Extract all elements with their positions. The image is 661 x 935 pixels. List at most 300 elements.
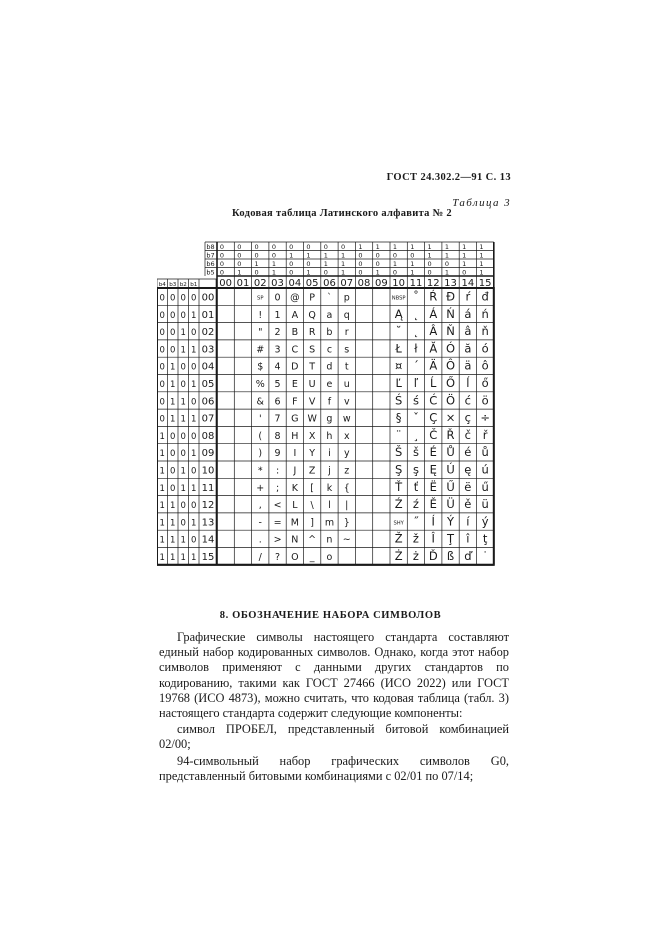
column-bit-value: 1 bbox=[358, 243, 363, 251]
character-cell: ˙ bbox=[482, 548, 489, 563]
character-cell: Ä bbox=[429, 358, 438, 373]
character-cell: | bbox=[345, 500, 349, 512]
column-number-label: 15 bbox=[478, 278, 492, 289]
character-cell: Ą bbox=[394, 306, 403, 321]
character-cell: O bbox=[291, 551, 299, 563]
character-cell: 8 bbox=[274, 430, 281, 442]
row-bit-value: 0 bbox=[180, 449, 186, 460]
column-bit-value: 0 bbox=[289, 268, 294, 277]
character-cell: ĺ bbox=[466, 375, 470, 390]
character-cell: ˝ bbox=[413, 514, 419, 529]
column-bit-value: 0 bbox=[375, 251, 380, 260]
character-cell: ţ bbox=[482, 531, 488, 546]
row-bit-value: 0 bbox=[170, 466, 176, 477]
column-number-label: 03 bbox=[271, 278, 284, 289]
section-title: 8. ОБОЗНАЧЕНИЕ НАБОРА СИМВОЛОВ bbox=[219, 610, 442, 621]
character-cell: Ć bbox=[429, 393, 438, 408]
row-bit-value: 0 bbox=[159, 397, 165, 408]
character-cell: } bbox=[343, 517, 350, 529]
character-cell: G bbox=[291, 413, 299, 425]
character-cell: % bbox=[255, 378, 265, 390]
row-number-label: 07 bbox=[201, 413, 215, 425]
row-bit-value: 1 bbox=[159, 518, 165, 529]
row-bit-value: 1 bbox=[191, 310, 197, 321]
character-cell: Ś bbox=[394, 393, 403, 408]
row-bit-value: 0 bbox=[191, 293, 197, 304]
row-number-label: 12 bbox=[201, 500, 215, 512]
paragraph-space: символ ПРОБЕЛ, представленный битовой комбинацией 02/00; bbox=[159, 722, 509, 752]
row-bit-value: 0 bbox=[170, 310, 176, 321]
character-cell: # bbox=[256, 344, 265, 356]
row-bit-value: 1 bbox=[180, 552, 186, 563]
character-cell: ; bbox=[275, 482, 280, 494]
row-bit-value: 1 bbox=[159, 431, 165, 442]
column-bit-value: 1 bbox=[341, 251, 346, 260]
row-bit-label: b1 bbox=[190, 282, 198, 288]
paragraph-g0: 94-символьный набор графических символов G0, представленный битовыми комбинациями с 02/01 по 07/14; bbox=[159, 753, 509, 783]
row-number-label: 10 bbox=[201, 465, 215, 477]
character-cell: ď bbox=[464, 548, 472, 563]
row-bit-value: 0 bbox=[159, 345, 165, 356]
character-cell: ô bbox=[481, 358, 489, 373]
character-cell: J bbox=[293, 465, 297, 477]
column-bit-value: 1 bbox=[271, 260, 276, 268]
character-cell: P bbox=[309, 292, 316, 304]
character-cell: ¨ bbox=[395, 427, 402, 442]
row-bit-value: 0 bbox=[191, 362, 197, 373]
column-number-label: 00 bbox=[219, 278, 233, 289]
row-bit-label: b2 bbox=[179, 282, 187, 288]
column-bit-value: 0 bbox=[254, 268, 259, 277]
character-cell: m bbox=[324, 517, 335, 529]
character-cell: 5 bbox=[274, 378, 281, 390]
column-bit-value: 0 bbox=[392, 268, 398, 277]
row-bit-value: 1 bbox=[159, 552, 165, 563]
row-bit-value: 0 bbox=[170, 293, 176, 304]
character-cell: 9 bbox=[274, 448, 281, 460]
row-bit-value: 0 bbox=[191, 397, 197, 408]
column-bit-value: 0 bbox=[427, 268, 432, 277]
column-bit-value: 1 bbox=[254, 260, 259, 268]
character-cell: g bbox=[326, 413, 333, 425]
character-cell: . bbox=[258, 534, 262, 546]
character-cell: ÷ bbox=[480, 410, 490, 425]
character-cell: L bbox=[292, 500, 298, 512]
character-cell: e bbox=[326, 378, 333, 390]
character-cell: ~ bbox=[342, 534, 351, 546]
column-bit-value: 1 bbox=[479, 243, 484, 251]
character-cell: Z bbox=[308, 465, 316, 477]
character-cell: ľ bbox=[413, 375, 419, 390]
row-bit-value: 0 bbox=[191, 501, 197, 512]
character-cell: ę bbox=[464, 462, 472, 477]
column-bit-value: 1 bbox=[237, 268, 242, 277]
character-cell: Î bbox=[431, 531, 435, 546]
character-cell: Ţ bbox=[447, 531, 455, 546]
row-bit-value: 0 bbox=[191, 328, 197, 339]
row-bit-value: 0 bbox=[170, 449, 176, 460]
character-cell: x bbox=[343, 430, 350, 442]
table-number-label: Таблица 3 bbox=[452, 197, 511, 209]
character-cell: v bbox=[343, 396, 350, 408]
character-cell: ^ bbox=[308, 534, 317, 546]
character-cell: ü bbox=[481, 497, 489, 512]
row-bit-value: 1 bbox=[170, 501, 176, 512]
character-cell: ű bbox=[481, 479, 489, 494]
character-cell: B bbox=[291, 327, 299, 339]
character-cell: r bbox=[344, 327, 349, 339]
character-cell: 4 bbox=[274, 361, 281, 373]
character-cell: C bbox=[291, 344, 299, 356]
column-bit-value: 1 bbox=[306, 268, 311, 277]
character-cell: Ű bbox=[446, 479, 455, 494]
row-bit-value: 0 bbox=[159, 310, 165, 321]
character-cell: H bbox=[291, 430, 299, 442]
character-cell: SHY bbox=[393, 520, 404, 527]
row-bit-label: b4 bbox=[158, 282, 166, 288]
character-cell: ń bbox=[481, 306, 489, 321]
column-number-label: 05 bbox=[305, 278, 319, 289]
column-number-label: 02 bbox=[253, 278, 267, 289]
character-cell: A bbox=[291, 309, 299, 321]
column-bit-value: 1 bbox=[323, 260, 328, 268]
row-bit-value: 0 bbox=[170, 345, 176, 356]
column-number-label: 10 bbox=[392, 278, 406, 289]
character-cell: I bbox=[293, 448, 297, 460]
character-cell: W bbox=[307, 413, 317, 425]
character-cell: a bbox=[326, 309, 333, 321]
row-bit-value: 0 bbox=[180, 293, 186, 304]
character-cell: Q bbox=[308, 309, 316, 321]
character-cell: NBSP bbox=[391, 295, 406, 302]
row-number-label: 02 bbox=[201, 327, 215, 339]
character-cell: á bbox=[464, 306, 472, 321]
character-cell: : bbox=[275, 465, 280, 477]
column-bit-value: 0 bbox=[219, 268, 225, 277]
row-bit-value: 1 bbox=[180, 466, 186, 477]
character-cell: Đ bbox=[446, 289, 456, 304]
character-cell: í bbox=[466, 514, 470, 529]
row-number-label: 11 bbox=[201, 482, 215, 494]
column-number-label: 09 bbox=[374, 278, 388, 289]
character-cell: Ô bbox=[446, 358, 456, 373]
row-bit-value: 0 bbox=[170, 431, 176, 442]
row-bit-value: 0 bbox=[159, 414, 165, 425]
character-cell: Ř bbox=[446, 427, 455, 442]
character-cell: T bbox=[309, 361, 316, 373]
column-bit-value: 1 bbox=[306, 251, 311, 260]
column-number-label: 14 bbox=[461, 278, 475, 289]
character-cell: É bbox=[429, 445, 437, 460]
character-cell: M bbox=[290, 517, 299, 529]
body-text bbox=[159, 630, 509, 784]
column-number-label: 06 bbox=[323, 278, 336, 289]
character-cell: $ bbox=[257, 361, 264, 373]
character-cell: Í bbox=[431, 514, 435, 529]
character-cell: ? bbox=[275, 551, 281, 563]
row-bit-value: 0 bbox=[180, 362, 186, 373]
character-cell: ý bbox=[481, 514, 489, 529]
row-bit-value: 0 bbox=[180, 501, 186, 512]
character-cell: Ň bbox=[446, 324, 455, 339]
row-bit-value: 0 bbox=[170, 483, 176, 494]
paragraph-intro: Графические символы настоящего стандарта составляют единый набор кодированных символов. Однако, когда этот набор символов применяют с данными других стандартов по кодированию, такими как ГОСТ 27466 (ИСО 2022) или ГОСТ 19768 (ИСО 4873), можно считать, что кодовая таблица (табл. 3) настоящего стандарта содержит следующие компоненты: bbox=[159, 630, 509, 721]
row-number-label: 15 bbox=[201, 551, 215, 563]
character-cell: ă bbox=[464, 341, 472, 356]
character-cell: / bbox=[258, 551, 262, 563]
character-cell: l bbox=[328, 500, 331, 512]
character-cell: K bbox=[291, 482, 298, 494]
row-number-label: 08 bbox=[201, 430, 215, 442]
table-title: Кодовая таблица Латинского алфавита № 2 bbox=[232, 208, 452, 219]
row-bit-value: 0 bbox=[191, 466, 197, 477]
character-cell: p bbox=[343, 292, 350, 304]
column-bit-value: 1 bbox=[341, 260, 346, 268]
character-cell: D bbox=[291, 361, 299, 373]
character-cell: Ý bbox=[447, 514, 455, 529]
row-bit-value: 1 bbox=[159, 535, 165, 546]
column-bit-value: 1 bbox=[479, 268, 484, 277]
character-cell: - bbox=[258, 517, 262, 529]
column-bit-value: 0 bbox=[237, 260, 242, 268]
character-cell: \ bbox=[310, 500, 314, 512]
code-table bbox=[157, 238, 503, 574]
column-bit-value: 0 bbox=[323, 268, 328, 277]
column-bit-value: 0 bbox=[444, 260, 449, 268]
character-cell: Ĺ bbox=[430, 375, 437, 390]
character-cell: @ bbox=[290, 292, 300, 304]
character-cell: ş bbox=[412, 462, 419, 477]
character-cell: ú bbox=[481, 462, 489, 477]
character-cell: SP bbox=[257, 295, 264, 302]
character-cell: V bbox=[308, 396, 316, 408]
character-cell: ť bbox=[413, 479, 419, 494]
row-bit-value: 1 bbox=[180, 345, 186, 356]
row-bit-value: 0 bbox=[191, 431, 197, 442]
character-cell: Ů bbox=[446, 445, 455, 460]
character-cell: 7 bbox=[274, 413, 281, 425]
column-bit-value: 0 bbox=[462, 268, 467, 277]
column-bit-value: 1 bbox=[341, 268, 346, 277]
character-cell: t bbox=[344, 361, 349, 373]
row-number-label: 05 bbox=[201, 378, 215, 390]
column-bit-value: 1 bbox=[271, 268, 276, 277]
character-cell: ř bbox=[482, 427, 488, 442]
column-bit-value: 1 bbox=[375, 268, 380, 277]
row-bit-value: 0 bbox=[180, 431, 186, 442]
character-cell: ` bbox=[327, 292, 332, 304]
column-number-label: 08 bbox=[357, 278, 371, 289]
character-cell: & bbox=[256, 396, 264, 408]
character-cell: š bbox=[412, 445, 419, 460]
character-cell: ˚ bbox=[413, 289, 419, 304]
character-cell: Ľ bbox=[395, 375, 402, 390]
row-bit-value: 1 bbox=[159, 449, 165, 460]
column-bit-label: b8 bbox=[206, 243, 215, 251]
row-number-label: 13 bbox=[201, 517, 215, 529]
character-cell: Ş bbox=[394, 462, 403, 477]
row-bit-value: 1 bbox=[191, 449, 197, 460]
character-cell: Â bbox=[429, 324, 438, 339]
character-cell: ć bbox=[464, 393, 472, 408]
character-cell: ) bbox=[258, 448, 263, 460]
row-bit-value: 0 bbox=[191, 535, 197, 546]
character-cell: ŕ bbox=[465, 289, 471, 304]
character-cell: î bbox=[466, 531, 470, 546]
column-bit-value: 1 bbox=[444, 268, 449, 277]
column-bit-label: b5 bbox=[206, 268, 215, 277]
character-cell: w bbox=[342, 413, 351, 425]
row-bit-value: 0 bbox=[159, 328, 165, 339]
character-cell: q bbox=[343, 309, 350, 321]
character-cell: ¤ bbox=[394, 358, 403, 373]
character-cell: Ż bbox=[394, 548, 403, 563]
character-cell: ˇ bbox=[413, 410, 419, 425]
character-cell: U bbox=[308, 378, 316, 390]
character-cell: ' bbox=[258, 413, 262, 425]
character-cell: , bbox=[258, 500, 262, 512]
column-bit-value: 0 bbox=[410, 251, 415, 260]
character-cell: é bbox=[464, 445, 472, 460]
character-cell: ż bbox=[412, 548, 419, 563]
character-cell: S bbox=[309, 344, 316, 356]
character-cell: ź bbox=[412, 497, 419, 512]
column-number-label: 07 bbox=[340, 278, 354, 289]
character-cell: ! bbox=[258, 309, 263, 321]
character-cell: Ď bbox=[428, 548, 438, 563]
row-bit-label: b3 bbox=[169, 282, 177, 288]
character-cell: y bbox=[343, 448, 350, 460]
row-number-label: 06 bbox=[201, 396, 215, 408]
character-cell: ž bbox=[412, 531, 419, 546]
character-cell: 1 bbox=[274, 309, 281, 321]
character-cell: ł bbox=[414, 341, 418, 356]
character-cell: ˛ bbox=[413, 306, 419, 321]
column-bit-value: 1 bbox=[462, 260, 467, 268]
character-cell: ˘ bbox=[395, 324, 402, 339]
row-bit-value: 1 bbox=[159, 466, 165, 477]
character-cell: Ź bbox=[394, 497, 403, 512]
column-bit-value: 1 bbox=[392, 243, 398, 251]
character-cell: Ă bbox=[429, 341, 438, 356]
character-cell: ů bbox=[481, 445, 489, 460]
column-bit-value: 0 bbox=[289, 260, 294, 268]
character-cell: F bbox=[292, 396, 298, 408]
column-bit-value: 0 bbox=[306, 260, 311, 268]
column-bit-value: 0 bbox=[392, 251, 398, 260]
column-bit-value: 0 bbox=[271, 243, 276, 251]
column-bit-value: 1 bbox=[289, 251, 294, 260]
character-cell: Ö bbox=[446, 393, 456, 408]
column-bit-value: 0 bbox=[375, 260, 380, 268]
row-bit-value: 1 bbox=[191, 483, 197, 494]
character-cell: ň bbox=[481, 324, 489, 339]
column-bit-value: 0 bbox=[306, 243, 311, 251]
character-cell: ě bbox=[464, 497, 472, 512]
row-number-label: 14 bbox=[201, 534, 215, 546]
character-cell: § bbox=[395, 410, 402, 425]
row-bit-value: 1 bbox=[191, 345, 197, 356]
column-number-label: 11 bbox=[409, 278, 423, 289]
column-bit-value: 0 bbox=[358, 260, 363, 268]
row-bit-value: 1 bbox=[191, 518, 197, 529]
character-cell: Č bbox=[429, 427, 438, 442]
character-cell: Ç bbox=[429, 410, 438, 425]
column-bit-value: 1 bbox=[479, 251, 484, 260]
column-bit-value: 1 bbox=[410, 243, 415, 251]
character-cell: c bbox=[326, 344, 333, 356]
row-bit-value: 1 bbox=[170, 518, 176, 529]
character-cell: Ń bbox=[446, 306, 455, 321]
character-cell: > bbox=[273, 534, 282, 546]
row-bit-value: 1 bbox=[191, 552, 197, 563]
row-bit-value: 0 bbox=[159, 362, 165, 373]
character-cell: + bbox=[256, 482, 265, 494]
column-bit-value: 0 bbox=[254, 243, 259, 251]
character-cell: _ bbox=[309, 551, 315, 563]
column-bit-value: 1 bbox=[479, 260, 484, 268]
row-number-label: 03 bbox=[201, 344, 215, 356]
row-number-label: 09 bbox=[201, 448, 215, 460]
character-cell: Ž bbox=[394, 531, 403, 546]
character-cell: Ŕ bbox=[429, 289, 438, 304]
column-bit-value: 0 bbox=[219, 251, 225, 260]
column-bit-value: 0 bbox=[254, 251, 259, 260]
column-bit-value: 1 bbox=[462, 243, 467, 251]
character-cell: o bbox=[326, 551, 333, 563]
character-cell: Ő bbox=[446, 375, 456, 390]
character-cell: ś bbox=[412, 393, 419, 408]
character-cell: s bbox=[344, 344, 350, 356]
character-cell: n bbox=[326, 534, 333, 546]
character-cell: Á bbox=[429, 306, 438, 321]
character-cell: ó bbox=[481, 341, 489, 356]
column-bit-value: 0 bbox=[358, 268, 363, 277]
character-cell: f bbox=[327, 396, 332, 408]
column-bit-value: 0 bbox=[219, 260, 225, 268]
row-bit-value: 1 bbox=[180, 414, 186, 425]
character-cell: ˛ bbox=[413, 324, 419, 339]
character-cell: â bbox=[464, 324, 472, 339]
character-cell: ( bbox=[258, 430, 263, 442]
row-bit-value: 0 bbox=[180, 310, 186, 321]
character-cell: j bbox=[328, 465, 331, 477]
character-cell: R bbox=[308, 327, 316, 339]
document-reference: ГОСТ 24.302.2—91 С. 13 bbox=[386, 172, 511, 183]
character-cell: 3 bbox=[274, 344, 281, 356]
character-cell: [ bbox=[310, 482, 315, 494]
character-cell: h bbox=[326, 430, 333, 442]
column-bit-value: 1 bbox=[427, 243, 432, 251]
row-bit-value: 1 bbox=[170, 535, 176, 546]
column-bit-value: 0 bbox=[219, 243, 225, 251]
row-bit-value: 0 bbox=[180, 518, 186, 529]
character-cell: Ë bbox=[429, 479, 437, 494]
character-cell: Š bbox=[394, 445, 403, 460]
character-cell: Y bbox=[309, 448, 316, 460]
character-cell: u bbox=[343, 378, 350, 390]
character-cell: { bbox=[343, 482, 350, 494]
row-bit-value: 1 bbox=[180, 328, 186, 339]
character-cell: 6 bbox=[274, 396, 281, 408]
character-cell: * bbox=[257, 465, 263, 477]
character-cell: 0 bbox=[274, 292, 281, 304]
column-bit-value: 0 bbox=[341, 243, 346, 251]
character-cell: ´ bbox=[413, 358, 419, 373]
character-cell: Ł bbox=[395, 341, 402, 356]
character-cell: " bbox=[258, 327, 263, 339]
row-bit-value: 0 bbox=[159, 293, 165, 304]
